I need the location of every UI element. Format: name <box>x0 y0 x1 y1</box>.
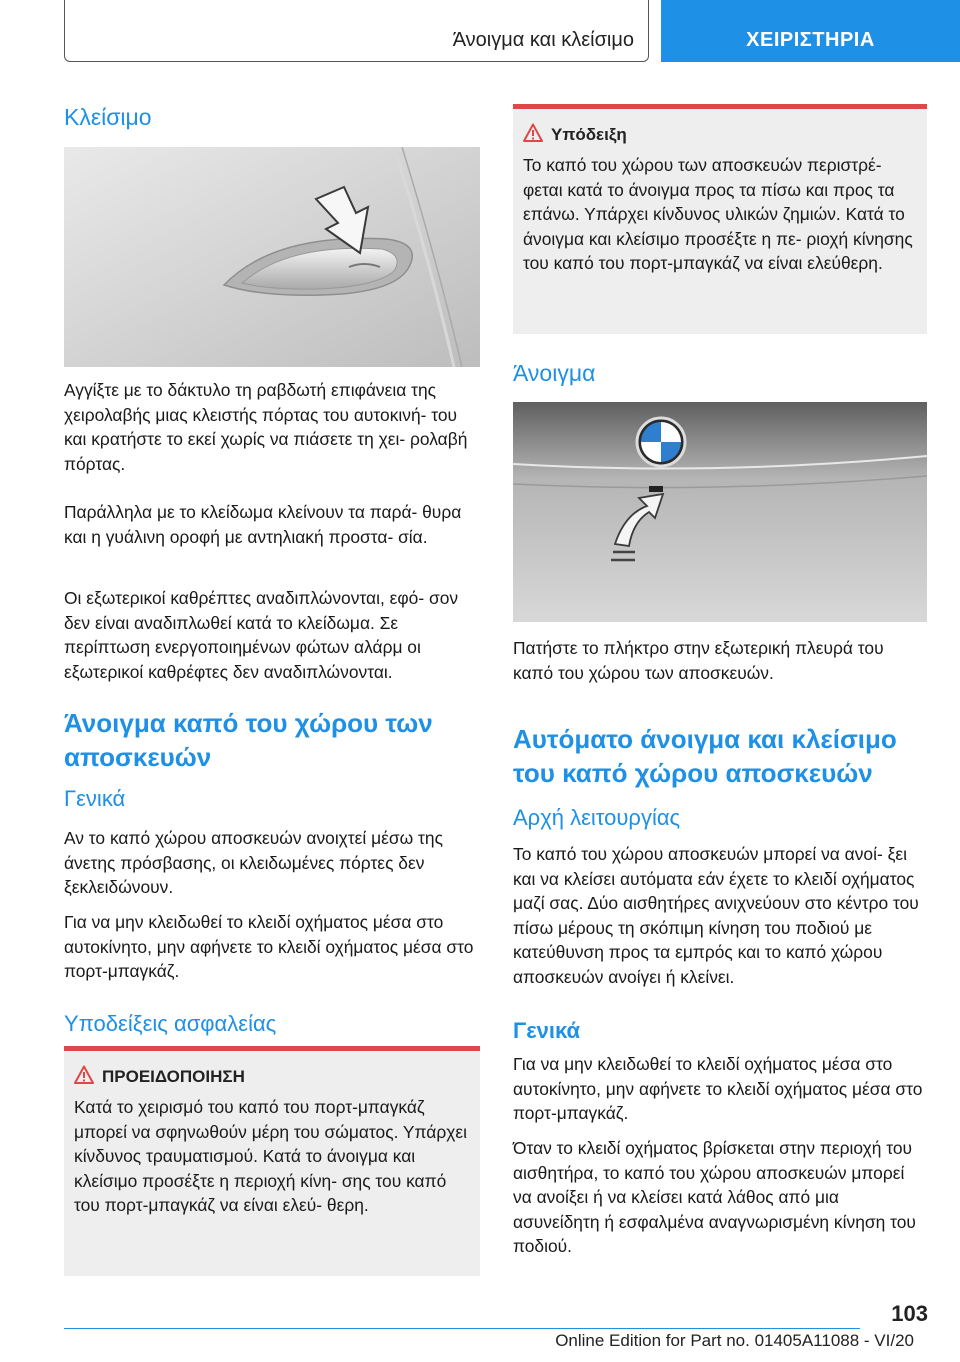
chapter-title: ΧΕΙΡΙΣΤΗΡΙΑ <box>746 29 875 51</box>
section-title: Άνοιγμα και κλείσιμο <box>452 29 634 51</box>
trunk-opening-heading: Άνοιγμα καπό του χώρου των αποσκευών <box>64 708 433 772</box>
opening-paragraph: Πατήστε το πλήκτρο στην εξωτερική πλευρά του καπό του χώρου των αποσκευών. <box>513 638 884 683</box>
notice-triangle-icon <box>523 123 543 143</box>
notice-text: Το καπό του χώρου των αποσκευών περιστρέ- φεται κατά το άνοιγμα προς τα πίσω και προς τα επάνω. Υπάρχει κίνδυνος υλικών ζημιών. Κατά το άνοιγμα και κλείσιμο προσέξτε η πε- ριοχή κίνησης του καπό του πορτ-μπαγκάζ να είναι ελεύθερη. <box>523 155 913 273</box>
edition-footer: Online Edition for Part no. 01405A11088 - VI/20 <box>555 1331 914 1350</box>
automatic-opening-heading: Αυτόματο άνοιγμα και κλείσιμο του καπό χώρου αποσκευών <box>513 724 897 788</box>
chapter-tab <box>661 0 960 62</box>
principle-subheading: Αρχή λειτουργίας <box>513 805 681 830</box>
opening-heading: Άνοιγμα <box>513 360 596 386</box>
general-subheading: Γενικά <box>64 786 126 811</box>
warning-triangle-icon <box>74 1065 94 1085</box>
general2-paragraph-1: Για να μην κλειδωθεί το κλειδί οχήματος μέσα στο αυτοκίνητο, μην αφήνετε το κλειδί οχήματος μέσα στο πορτ-μπαγκάζ. <box>513 1054 923 1123</box>
principle-paragraph: Το καπό του χώρου αποσκευών μπορεί να ανοί- ξει και να κλείσει αυτόματα εάν έχετε το κλειδί οχήματος μαζί σας. Δύο αισθητήρες ανιχνεύουν στο κέντρο του πίσω μέρους τη σκόπιμη κίνηση του ποδιού με κατεύθυνση προς τα εμπρός και το καπό χώρου αποσκευών ανοίγει ή κλείνει. <box>513 844 919 987</box>
safety-subheading: Υποδείξεις ασφαλείας <box>64 1011 277 1036</box>
closing-paragraph-1: Αγγίξτε με το δάκτυλο τη ραβδωτή επιφάνεια της χειρολαβής μιας κλειστής πόρτας του αυτοκινή- του και κρατήστε το εκεί χωρίς να πιάσετε τη χει- ρολαβή πόρτας. <box>64 380 468 474</box>
door-handle-image <box>64 147 480 367</box>
closing-heading: Κλείσιμο <box>64 104 152 130</box>
page-number: 103 <box>891 1301 928 1326</box>
door-handle-illustration <box>64 147 480 367</box>
warning-box <box>64 1046 480 1276</box>
warning-heading: ΠΡΟΕΙΔΟΠΟΙΗΣΗ <box>102 1067 245 1086</box>
footer-divider <box>64 1328 860 1329</box>
warning-text: Κατά το χειρισμό του καπό του πορτ-μπαγκάζ μπορεί να σφηνωθούν μέρη του σώματος. Υπάρχει κίνδυνος τραυματισμού. Κατά το άνοιγμα και κλείσιμο προσέξτε η περιοχή κίνη- σης του καπό του πορτ-μπαγκάζ να είναι ελεύ- θερη. <box>74 1097 467 1215</box>
running-header <box>64 0 649 62</box>
general2-subheading: Γενικά <box>513 1018 581 1043</box>
closing-paragraph-3: Οι εξωτερικοί καθρέπτες αναδιπλώνονται, εφό- σον δεν είναι αναδιπλωθεί κατά το κλείδωμα. Σε περίπτωση ενεργοποιημένων φώτων αλάρμ οι εξωτερικοί καθρέφτες δεν αναδιπλώνονται. <box>64 588 459 682</box>
trunk-button-image <box>513 402 927 622</box>
closing-paragraph-2: Παράλληλα με το κλείδωμα κλείνουν τα παρά- θυρα και η γυάλινη οροφή με αντηλιακή προστα- σία. <box>64 502 462 547</box>
notice-box <box>513 104 927 334</box>
general-paragraph-2: Για να μην κλειδωθεί το κλειδί οχήματος μέσα στο αυτοκίνητο, μην αφήνετε το κλειδί οχήματος μέσα στο πορτ-μπαγκάζ. <box>64 912 474 981</box>
notice-heading: Υπόδειξη <box>551 125 627 144</box>
general-paragraph-1: Αν το καπό χώρου αποσκευών ανοιχτεί μέσω της άνετης πρόσβασης, οι κλειδωμένες πόρτες δεν ξεκλειδώνουν. <box>64 828 443 897</box>
general2-paragraph-2: Όταν το κλειδί οχήματος βρίσκεται στην περιοχή του αισθητήρα, το καπό του χώρου αποσκευών μπορεί να ανοίξει ή να κλείσει κατά λάθος από μια ασυνείδητη ή εσφαλμένα αναγνωρισμένη κίνηση του ποδιού. <box>513 1138 916 1256</box>
trunk-button-illustration <box>513 402 927 622</box>
